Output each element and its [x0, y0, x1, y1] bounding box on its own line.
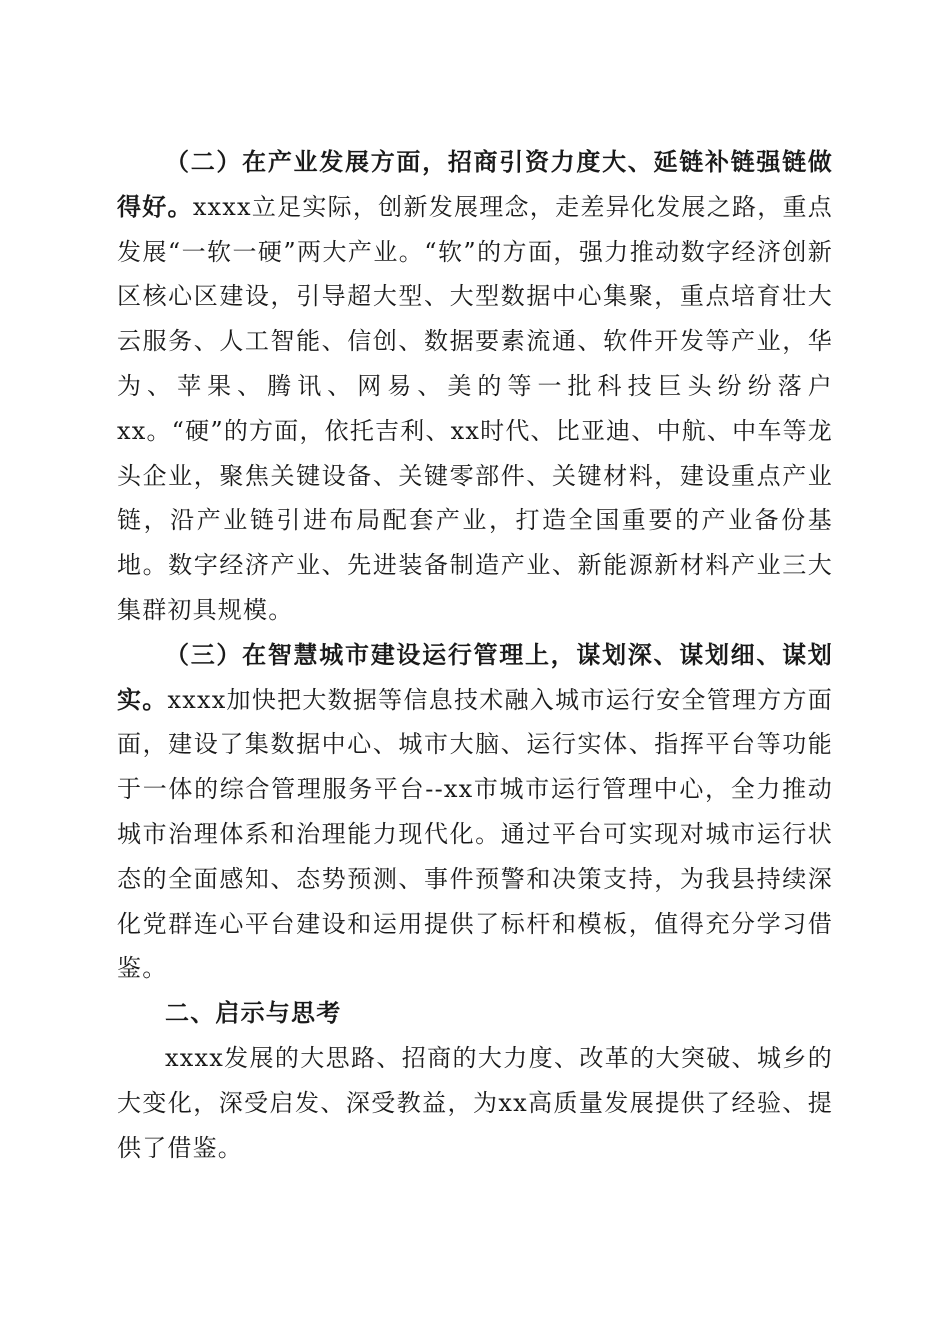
paragraph-industry-development — [117, 140, 833, 633]
paragraph-text: xxxx立足实际，创新发展理念，走差异化发展之路，重点发展“一软一硬”两大产业。“软”的方面，强力推动数字经济创新区核心区建设，引导超大型、大型数据中心集聚，重点培育壮大云服务、人工智能、信创、数据要素流通、软件开发等产业，华为、苹果、腾讯、网易、美的等一批科技巨头纷纷落户xx。“硬”的方面，依托吉利、xx时代、比亚迪、中航、中车等龙头企业，聚焦关键设备、关键零部件、关键材料，建设重点产业链，沿产业链引进布局配套产业，打造全国重要的产业备份基地。数字经济产业、先进装备制造产业、新能源新材料产业三大集群初具规模。 — [117, 192, 833, 624]
document-body — [117, 140, 833, 1170]
paragraph-text: xxxx加快把大数据等信息技术融入城市运行安全管理方方面面，建设了集数据中心、城市大脑、运行实体、指挥平台等功能于一体的综合管理服务平台--xx市城市运行管理中心，全力推动城市治理体系和治理能力现代化。通过平台可实现对城市运行状态的全面感知、态势预测、事件预警和决策支持，为我县持续深化党群连心平台建设和运用提供了标杆和模板，值得充分学习借鉴。 — [117, 685, 833, 983]
section-heading-insights: 二、启示与思考 — [165, 999, 342, 1028]
paragraph-conclusion: xxxx发展的大思路、招商的大力度、改革的大突破、城乡的大变化，深受启发、深受教益，为xx高质量发展提供了经验、提供了借鉴。 — [117, 1043, 833, 1162]
subheading-industry-development: （二）在产业发展方面，招商引资力度大、延链补链强链做得好。 — [117, 147, 833, 221]
subheading-smart-city: （三）在智慧城市建设运行管理上，谋划深、谋划细、谋划实。 — [117, 639, 833, 714]
paragraph-smart-city — [117, 633, 833, 991]
